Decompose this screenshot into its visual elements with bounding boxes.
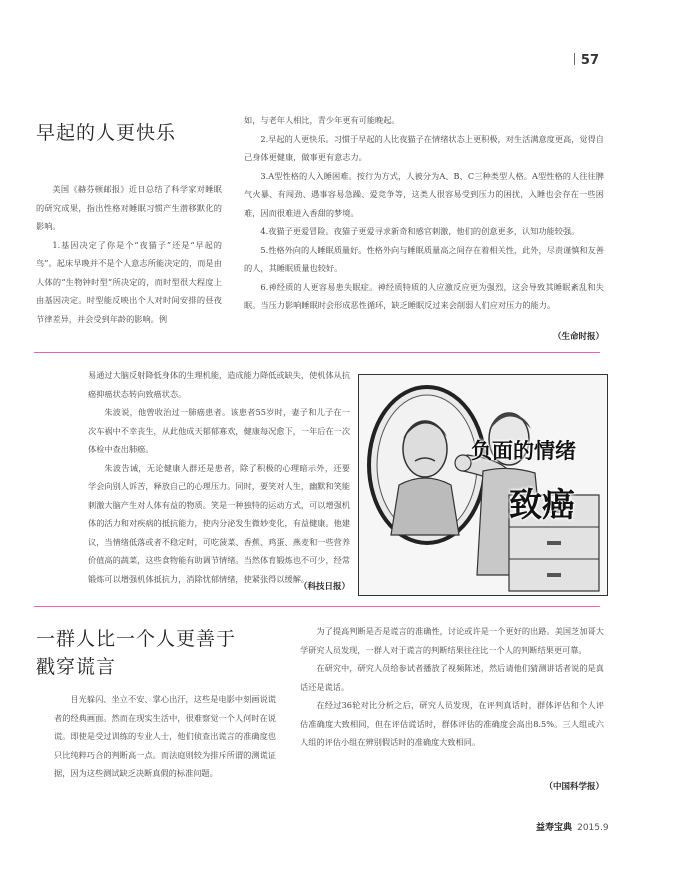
article3-source: （中国科学报） xyxy=(544,782,604,792)
article3-title xyxy=(36,625,236,681)
article1-right-column xyxy=(244,111,604,315)
article1-paragraph: 2.早起的人更快乐。习惯于早起的人比夜猫子在情绪状态上更积极，对生活满意度更高，觉得自己身体更健康，做事更有意志力。 xyxy=(244,133,604,162)
article1-paragraph: 如，与老年人相比，青少年更有可能晚起。 xyxy=(244,115,400,125)
article1-paragraph: 6.神经质的人更容易患失眠症。神经质特质的人应激反应更为强烈，这会导致其睡眠紊乱和失眠。当压力影响睡眠时会形成恶性循环，缺乏睡眠反过来会削弱人们应对压力的能力。 xyxy=(244,281,604,310)
footer-date: 2015.9 xyxy=(577,823,609,833)
illustration xyxy=(358,374,608,596)
article2-paragraph: 朱波告诫，无论健康人群还是患者，除了积极的心理暗示外，还要学会向别人诉苦，释放自己的心理压力。同时，要笑对人生，幽默和笑能刺激大脑产生对人体有益的物质。笑是一种独特的运动方式，可以增强机体的活力和对疾病的抵抗能力，使内分泌发生微妙变化，有益健康。他建议，当情绪低落或者不稳定时，可吃菠菜、香蕉、鸡蛋、燕麦和一些营养价值高的蔬菜，这些食物能有助调节情绪。当然体育锻炼也不可少，经常锻炼可以增强机体抵抗力，消除忧郁情绪，使紧张得以缓解。 xyxy=(88,462,351,584)
article3-paragraph: 在经过36轮对比分析之后，研究人员发现，在评判真话时，群体评估和个人评估准确度大致相同，但在评估谎话时，群体评估的准确度会高出8.5%。三人组或六人组的评估小组在辨别假话时的准确度大致相同。 xyxy=(300,700,604,747)
illustration-caption-line1: 负面的情绪 xyxy=(471,439,576,463)
article2-source: （科技日报） xyxy=(298,582,350,592)
page-number: 57 xyxy=(574,53,599,68)
footer-brand: 益寿宝典 xyxy=(536,823,573,833)
article1-paragraph: 1.基因决定了你是个“夜猫子”还是“早起的鸟”。起床早晚并不是个人意志所能决定的，而是由人体的“生物钟时型”所决定的，而时型很大程度上由基因决定。时型能反映出个人对时间安排的昼夜节律差异，并会受到年龄的影响。例 xyxy=(36,239,222,324)
article3-left-column xyxy=(54,690,276,783)
article1-paragraph: 5.性格外向的人睡眠质量好。性格外向与睡眠质量高之间存在着相关性，此外，尽责谨慎和友善的人，其睡眠质量也较好。 xyxy=(244,244,604,273)
article1-left-column xyxy=(36,180,222,328)
article3-paragraph: 目光躲闪、坐立不安、掌心出汗，这些是电影中刻画说谎者的经典画面。然而在现实生活中，很难察觉一个人何时在说谎。即使是受过训练的专业人士，他们侦查出谎言的准确度也只比纯粹巧合的判断高一点。而法庭则较为排斥所谓的测谎证据，因为这些测试缺乏决断真假的标准问题。 xyxy=(54,694,276,778)
article1-source: （生命时报） xyxy=(552,332,604,342)
article3-paragraph: 在研究中，研究人员给参试者播放了视频陈述，然后请他们猜测讲话者说的是真话还是谎话。 xyxy=(300,663,604,692)
article3-right-column xyxy=(300,622,604,752)
article2-paragraph: 易通过大脑反射降低身体的生理机能，造成能力降低或缺失，使机体从抗癌抑癌状态转向致癌状态。 xyxy=(88,370,351,399)
article3-title-line1: 一群人比一个人更善于 xyxy=(36,628,237,650)
article1-paragraph: 美国《赫芬顿邮报》近日总结了科学家对睡眠的研究成果，指出性格对睡眠习惯产生潜移默化的影响。 xyxy=(36,184,222,231)
article3-paragraph: 为了提高判断是否是谎言的准确性，讨论或许是一个更好的出路。美国芝加哥大学研究人员发现，一群人对于谎言的判断结果往往比一个人的判断结果更可靠。 xyxy=(300,626,604,655)
article2-paragraph: 朱波说，他曾收治过一肺癌患者。该患者55岁时，妻子和儿子在一次车祸中不幸丧生，从此他成天郁郁寡欢，健康每况愈下，一年后在一次体检中查出肺癌。 xyxy=(88,407,351,454)
article1-paragraph: 3.A型性格的人入睡困难。按行为方式，人被分为A、B、C三种类型人格。A型性格的人往往脾气火暴、有闯劲、遇事容易急躁、爱竞争等，这类人很容易受到压力的困扰，入睡也会存在一些困难，因而很难进入香甜的梦境。 xyxy=(244,170,604,218)
section-divider xyxy=(34,352,600,353)
article3-title-line2: 戳穿谎言 xyxy=(36,656,117,678)
article2-column xyxy=(88,366,350,588)
article1-title: 早起的人更快乐 xyxy=(36,122,177,144)
illustration-caption-line2: 致癌 xyxy=(509,485,575,524)
footer xyxy=(536,815,609,834)
section-divider xyxy=(34,606,600,607)
article1-paragraph: 4.夜猫子更爱冒险。夜猫子更爱寻求新奇和感官刺激，他们的创意更多，认知功能较强。 xyxy=(260,226,580,236)
